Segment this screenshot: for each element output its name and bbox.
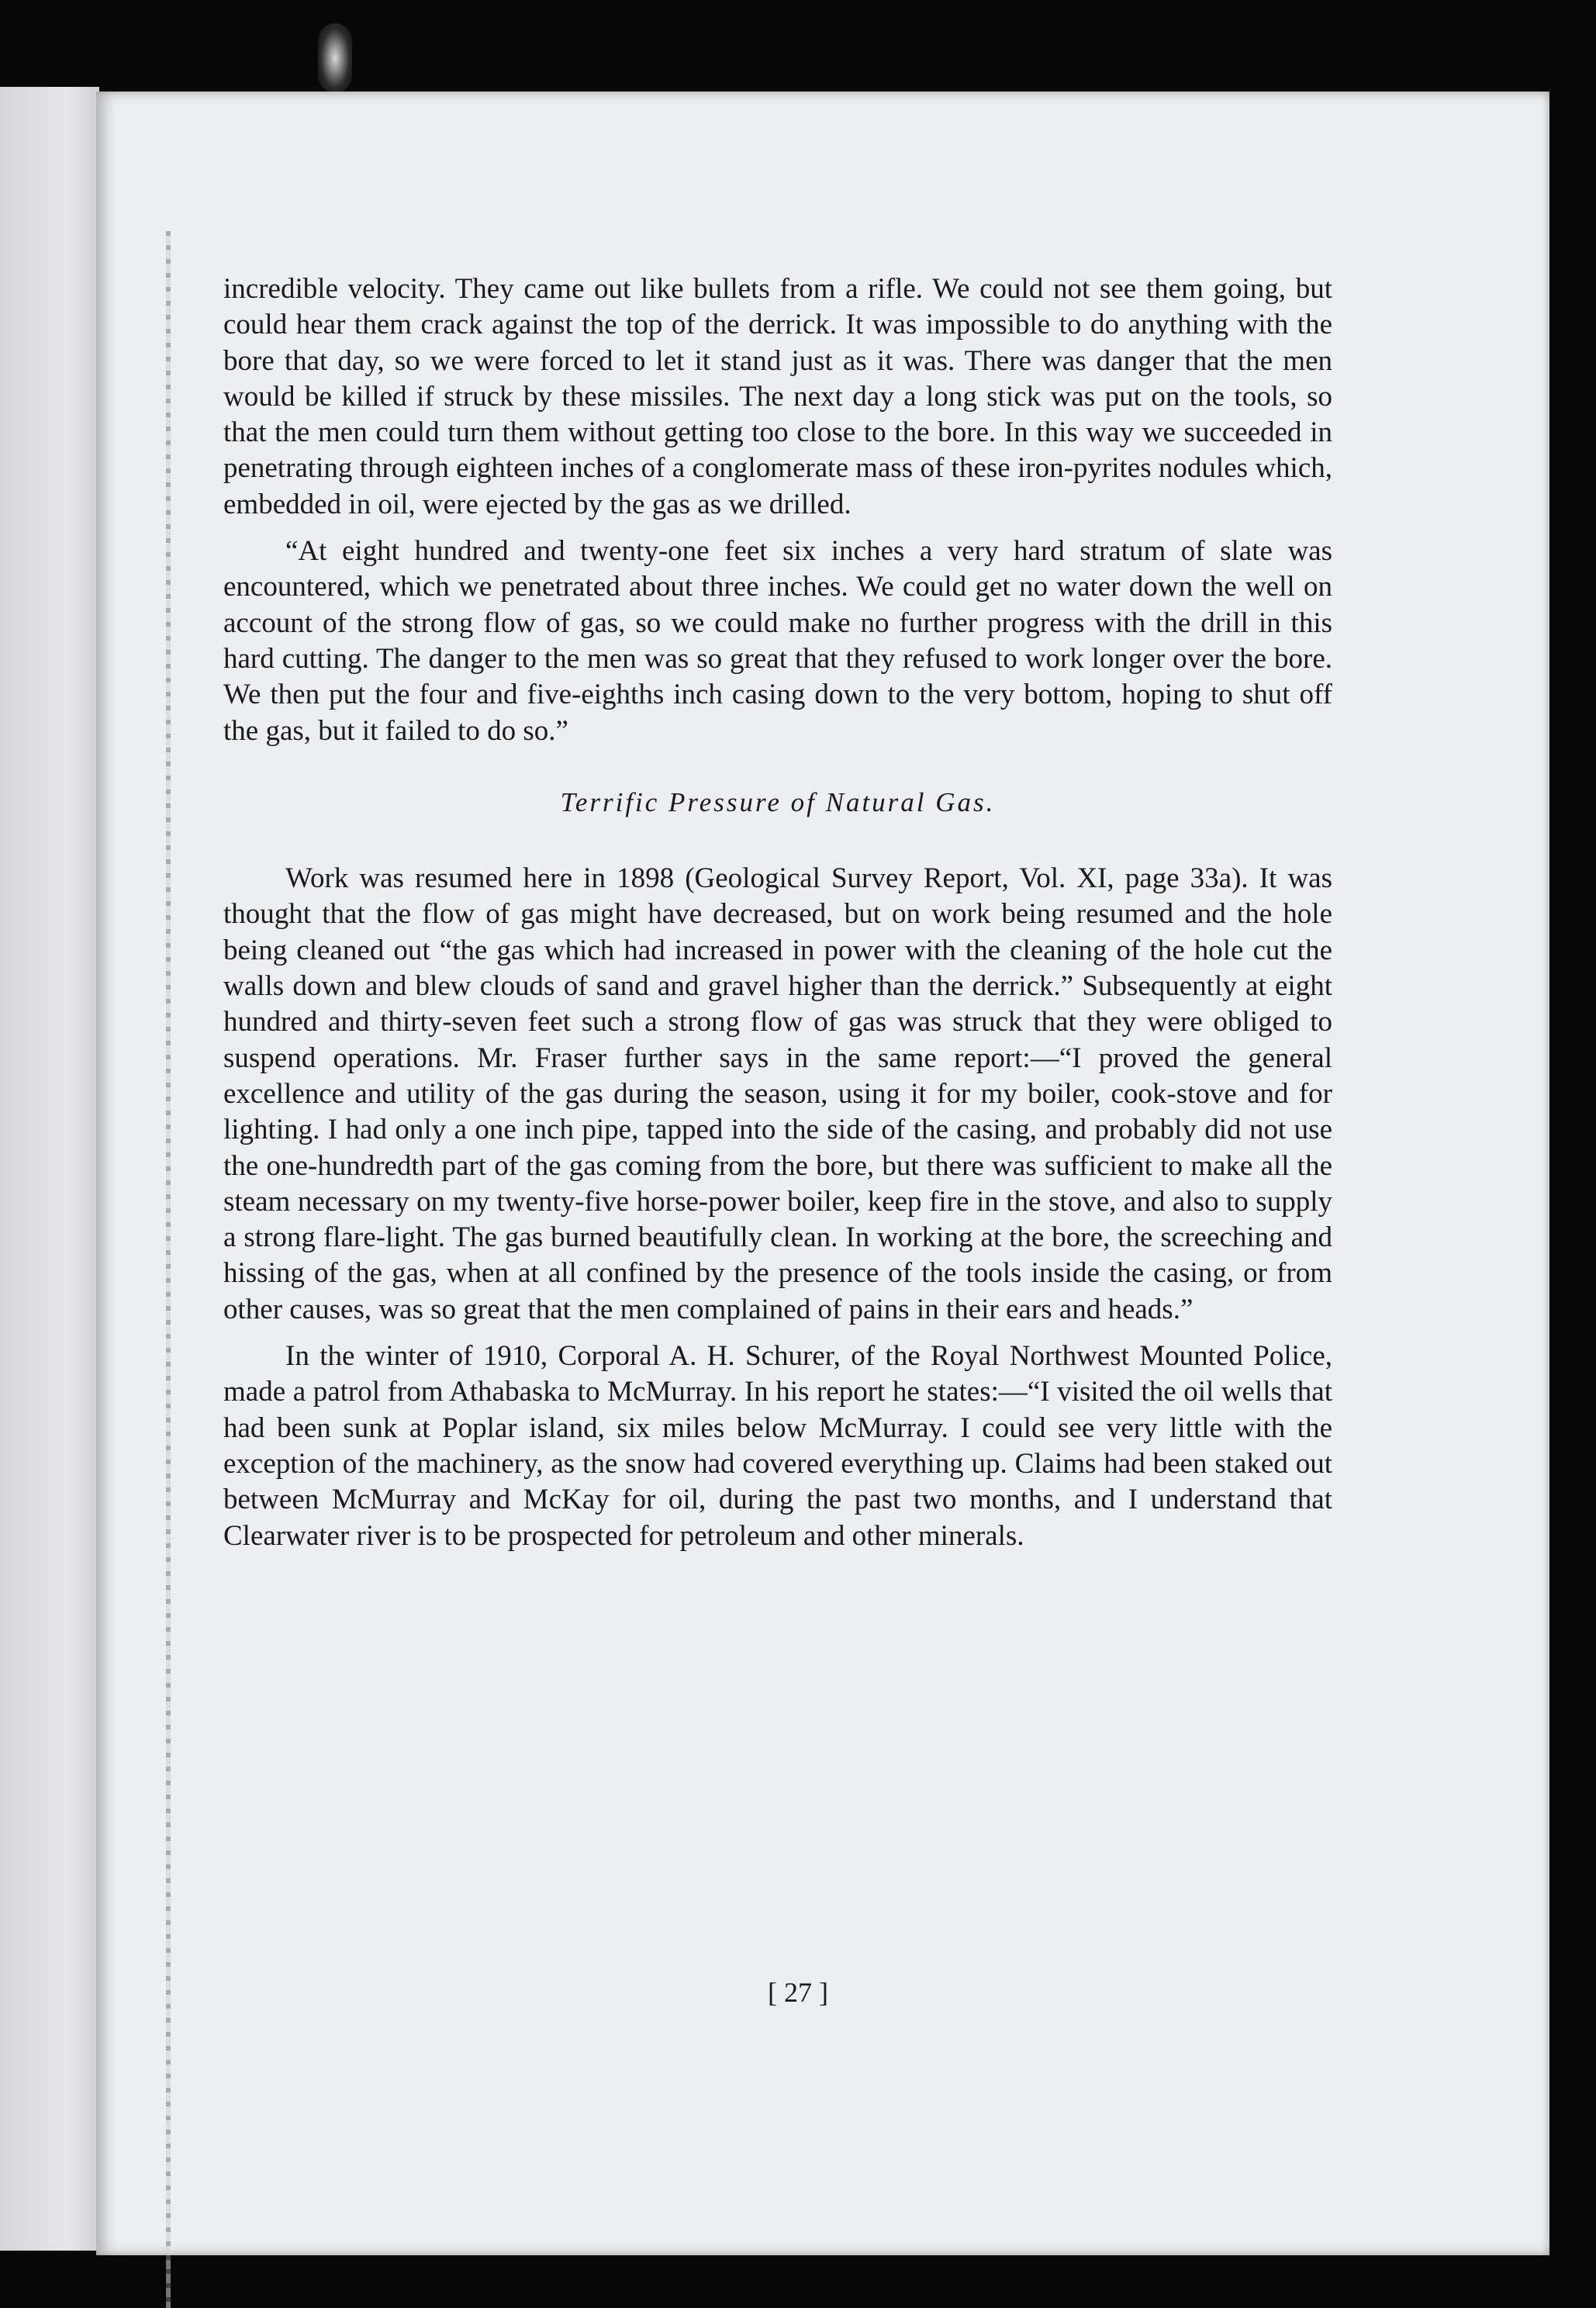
paragraph-quote-slate: “At eight hundred and twenty-one feet six inches a very hard stratum of slate was encountered, which we penetrated about three inches. We could get no water down the well on account of the strong flow of gas, so we could make no further progress with the drill in this hard cutting. The danger to the men was so great that they refused to work longer over the bore. We then put the four and five-eighths inch casing down to the very bottom, hoping to shut off the gas, but it failed to do so.” [223, 535, 1332, 747]
section-heading: Terrific Pressure of Natural Gas. [560, 786, 996, 817]
scan-glare [318, 23, 352, 93]
paragraph-work-resumed: Work was resumed here in 1898 (Geological Survey Report, Vol. XI, page 33a). It was thought that the flow of gas might have decreased, but on work being resumed and the hole being cleaned out “the gas which had increased in power with the cleaning of the hole cut the walls down and blew clouds of sand and gravel higher than the derrick.” Subsequently at eight hundred and thirty-seven feet such a strong flow of gas was struck that they were obliged to suspend operations. Mr. Fraser further says in the same report:—“I proved the general excellence and utility of the gas during the season, using it for my boiler, cook-stove and for lighting. I had only a one inch pipe, tapped into the side of the casing, and probably did not use the one-hundredth part of the gas coming from the bore, but there was sufficient to make all the steam necessary on my twenty-five horse-power boiler, keep fire in the stove, and also to supply a strong flare-light. The gas burned beautifully clean. In working at the bore, the screeching and hissing of the gas, when at all confined by the presence of the tools inside the casing, or from other causes, was so great that the men complained of pains in their ears and heads.” [223, 862, 1332, 1325]
page-body [223, 271, 1332, 1554]
paragraph-continuation: incredible velocity. They came out like bullets from a rifle. We could not see them going, but could hear them crack against the top of the derrick. It was impossible to do anything with the bore that day, so we were forced to let it stand just as it was. There was danger that the men would be killed if struck by these missiles. The next day a long stick was put on the tools, so that the men could turn them without getting too close to the bore. In this way we succeeded in penetrating through eighteen inches of a conglomerate mass of these iron-pyrites nodules which, embedded in oil, were ejected by the gas as we drilled. [223, 273, 1332, 520]
facing-page-edge [0, 87, 99, 2251]
page-number: [ 27 ] [768, 1977, 828, 2008]
paragraph-winter-1910: In the winter of 1910, Corporal A. H. Schurer, of the Royal Northwest Mounted Police, made a patrol from Athabaska to McMurray. In his report he states:—“I visited the oil wells that had been sunk at Poplar island, six miles below McMurray. I could see very little with the exception of the machinery, as the snow had covered everything up. Claims had been staked out between McMurray and McKay for oil, during the past two months, and I understand that Clearwater river is to be prospected for petroleum and other minerals. [223, 1340, 1332, 1552]
